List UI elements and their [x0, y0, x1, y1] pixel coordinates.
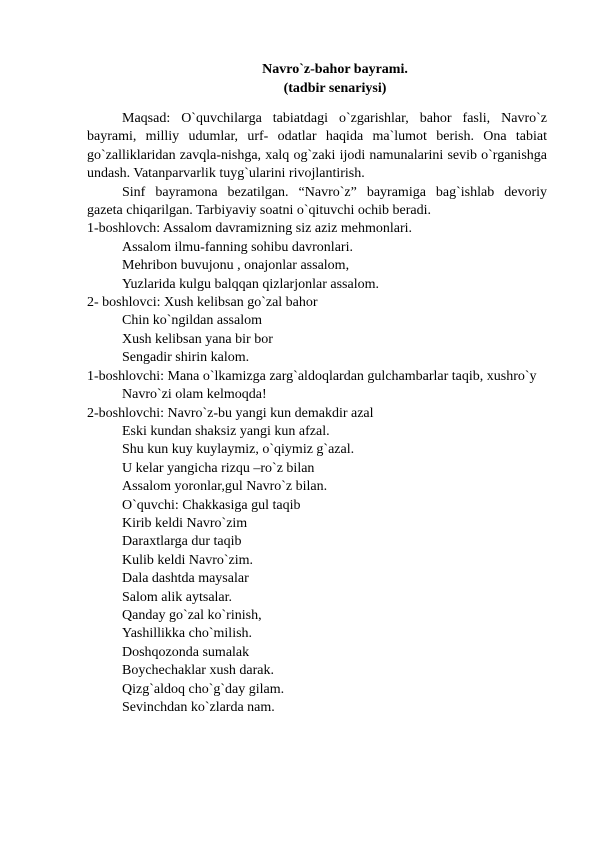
- script-line: Chin ko`ngildan assalom: [122, 313, 262, 329]
- script-lines: [87, 220, 547, 717]
- document-body: [87, 110, 547, 717]
- script-line: Mehribon buvujonu , onajonlar assalom,: [122, 258, 350, 274]
- script-line: O`quvchi: Chakkasiga gul taqib: [122, 497, 301, 513]
- script-line: Dala dashtda maysalar: [122, 571, 249, 587]
- script-line: Navro`zi olam kelmoqda!: [122, 387, 267, 403]
- script-line: Yashillikka cho`milish.: [122, 626, 253, 642]
- script-line: 2-boshlovchi: Navro`z-bu yangi kun demakdir azal: [87, 405, 374, 421]
- script-line: Sengadir shirin kalom.: [122, 350, 250, 366]
- script-line: 1-boshlovchi: Mana o`lkamizga zarg`aldoqlardan gulchambarlar taqib, xushro`y: [87, 368, 537, 384]
- script-line: Qizg`aldoq cho`g`day gilam.: [122, 681, 285, 697]
- script-line: Salom alik aytsalar.: [122, 589, 233, 605]
- title-block: [0, 60, 596, 98]
- script-line: Kirib keldi Navro`zim: [122, 515, 248, 531]
- script-line: Eski kundan shaksiz yangi kun afzal.: [122, 423, 330, 439]
- document-subtitle: (tadbir senariysi): [283, 81, 387, 96]
- script-line: Assalom yoronlar,gul Navro`z bilan.: [122, 479, 328, 495]
- script-line: U kelar yangicha rizqu –ro`z bilan: [122, 460, 315, 476]
- script-line: 2- boshlovci: Xush kelibsan go`zal bahor: [87, 295, 318, 311]
- script-line: Yuzlarida kulgu balqqan qizlarjonlar assalom.: [122, 276, 379, 292]
- script-line: Boychechaklar xush darak.: [122, 663, 274, 679]
- script-line: Kulib keldi Navro`zim.: [122, 552, 254, 568]
- script-line: Doshqozonda sumalak: [122, 644, 250, 660]
- script-line: Xush kelibsan yana bir bor: [122, 331, 273, 347]
- script-line: 1-boshlovch: Assalom davramizning siz aziz mehmonlari.: [87, 221, 413, 237]
- script-line: Shu kun kuy kuylaymiz, o`qiymiz g`azal.: [122, 442, 355, 458]
- script-line: Sevinchdan ko`zlarda nam.: [122, 700, 275, 715]
- intro-paragraph: Maqsad: O`quvchilarga tabiatdagi o`zgarishlar, bahor fasli, Navro`z bayrami, milliy udumlar, urf- odatlar haqida ma`lumot berish. Ona tabiat go`zalliklaridan zavqla-nishga, xalq og`zaki ijodi namunalarini sevib o`rganishga undash. Vatanparvarlik tuyg`ularini rivojlantirish.: [87, 111, 547, 182]
- script-line: Daraxtlarga dur taqib: [122, 534, 242, 550]
- intro-paragraph: Sinf bayramona bezatilgan. “Navro`z” bayramiga bag`ishlab devoriy gazeta chiqarilgan. Tarbiyaviy soatni o`qituvchi ochib beradi.: [87, 184, 547, 219]
- script-line: Qanday go`zal ko`rinish,: [122, 607, 262, 623]
- script-line: Assalom ilmu-fanning sohibu davronlari.: [122, 239, 353, 255]
- document-title: Navro`z-bahor bayrami.: [262, 62, 408, 77]
